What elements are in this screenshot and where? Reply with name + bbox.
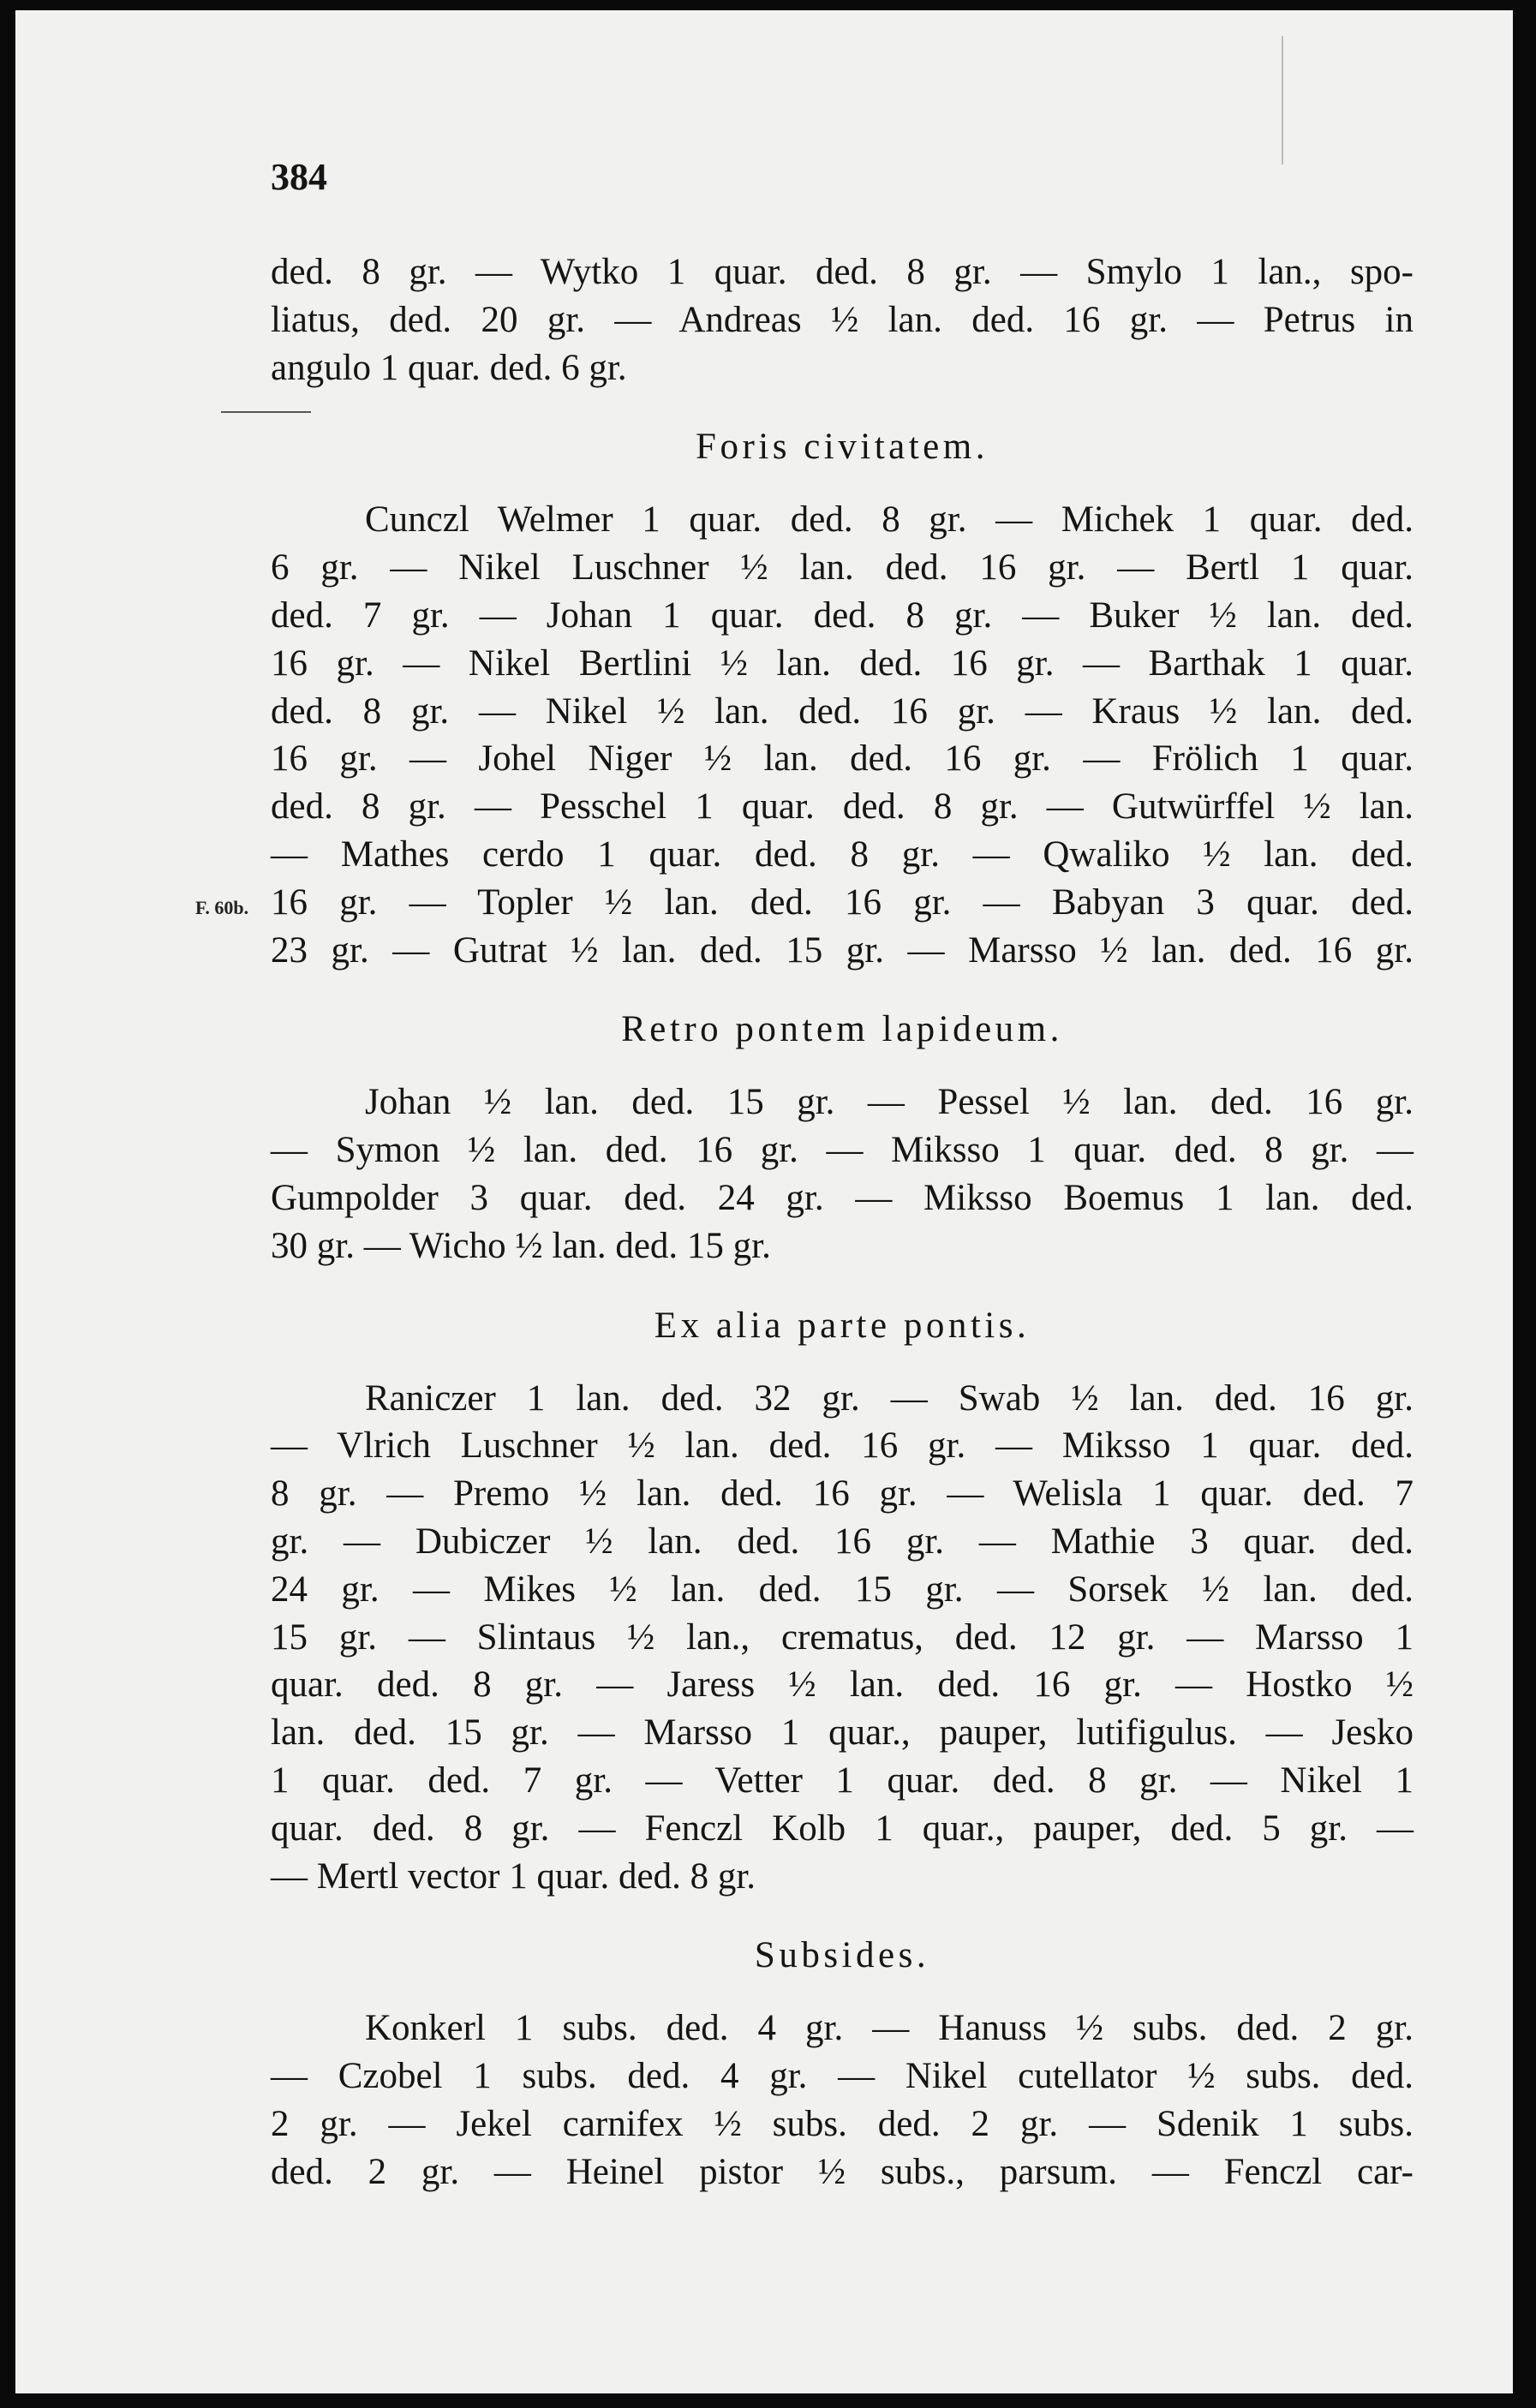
text-line: ded. 7 gr. — Johan 1 quar. ded. 8 gr. — Buker ½ lan. ded. [271, 595, 1413, 636]
text-line: lan. ded. 15 gr. — Marsso 1 quar., pauper, lutifigulus. — Jesko [271, 1712, 1413, 1754]
page-number: 384 [271, 156, 327, 198]
text-line: Raniczer 1 lan. ded. 32 gr. — Swab ½ lan. ded. 16 gr. [365, 1377, 1413, 1419]
text-line: 16 gr. — Johel Niger ½ lan. ded. 16 gr. — Frölich 1 quar. [271, 738, 1413, 780]
text-line: — Mathes cerdo 1 quar. ded. 8 gr. — Qwaliko ½ lan. ded. [271, 834, 1413, 875]
text-line: 8 gr. — Premo ½ lan. ded. 16 gr. — Welisla 1 quar. ded. 7 [271, 1473, 1413, 1515]
paragraph-continuation [271, 248, 1413, 391]
text-line: Gumpolder 3 quar. ded. 24 gr. — Miksso Boemus 1 lan. ded. [271, 1177, 1413, 1218]
text-line: ded. 8 gr. — Pesschel 1 quar. ded. 8 gr. — Gutwürffel ½ lan. [271, 786, 1413, 828]
paragraph [271, 2005, 1413, 2196]
paragraph [271, 1079, 1413, 1270]
text-line: 30 gr. — Wicho ½ lan. ded. 15 gr. [271, 1225, 771, 1266]
text-line: quar. ded. 8 gr. — Jaress ½ lan. ded. 16 gr. — Hostko ½ [271, 1664, 1413, 1706]
page-crease [1282, 36, 1283, 164]
text-block [271, 156, 1413, 2196]
section-heading: Foris civitatem. [696, 427, 989, 468]
section-heading: Subsides. [754, 1935, 930, 1976]
text-line: Konkerl 1 subs. ded. 4 gr. — Hanuss ½ subs. ded. 2 gr. [365, 2008, 1413, 2049]
book-page [15, 10, 1513, 2393]
text-line: 23 gr. — Gutrat ½ lan. ded. 15 gr. — Marsso ½ lan. ded. 16 gr. [271, 929, 1413, 971]
paragraph [271, 496, 1413, 974]
text-line: angulo 1 quar. ded. 6 gr. [271, 347, 627, 388]
text-line: 24 gr. — Mikes ½ lan. ded. 15 gr. — Sorsek ½ lan. ded. [271, 1568, 1413, 1610]
text-line: 15 gr. — Slintaus ½ lan., crematus, ded. 12 gr. — Marsso 1 [271, 1616, 1413, 1658]
text-line: ded. 8 gr. — Wytko 1 quar. ded. 8 gr. — Smylo 1 lan., spo- [271, 252, 1413, 292]
text-line: 16 gr. — Topler ½ lan. ded. 16 gr. — Babyan 3 quar. ded. [271, 881, 1413, 923]
section-heading: Ex alia parte pontis. [654, 1305, 1031, 1346]
text-line: 2 gr. — Jekel carnifex ½ subs. ded. 2 gr. — Sdenik 1 subs. [271, 2103, 1413, 2144]
text-line: Johan ½ lan. ded. 15 gr. — Pessel ½ lan. ded. 16 gr. [365, 1082, 1413, 1123]
text-line: quar. ded. 8 gr. — Fenczl Kolb 1 quar., pauper, ded. 5 gr. — [271, 1807, 1413, 1849]
section-heading: Retro pontem lapideum. [621, 1009, 1063, 1050]
text-line: 16 gr. — Nikel Bertlini ½ lan. ded. 16 gr. — Barthak 1 quar. [271, 642, 1413, 684]
text-line: ded. 2 gr. — Heinel pistor ½ subs., parsum. — Fenczl car- [271, 2151, 1413, 2192]
text-line: liatus, ded. 20 gr. — Andreas ½ lan. ded. 16 gr. — Petrus in [271, 299, 1413, 340]
text-line: Cunczl Welmer 1 quar. ded. 8 gr. — Michek 1 quar. ded. [365, 499, 1413, 541]
text-line: ded. 8 gr. — Nikel ½ lan. ded. 16 gr. — Kraus ½ lan. ded. [271, 690, 1413, 732]
margin-folio-note: F. 60b. [195, 897, 249, 918]
text-line: 1 quar. ded. 7 gr. — Vetter 1 quar. ded. 8 gr. — Nikel 1 [271, 1760, 1413, 1801]
text-line: gr. — Dubiczer ½ lan. ded. 16 gr. — Mathie 3 quar. ded. [271, 1521, 1413, 1562]
text-line: — Czobel 1 subs. ded. 4 gr. — Nikel cutellator ½ subs. ded. [271, 2056, 1413, 2097]
text-line: 6 gr. — Nikel Luschner ½ lan. ded. 16 gr. — Bertl 1 quar. [271, 547, 1413, 589]
text-line: — Symon ½ lan. ded. 16 gr. — Miksso 1 quar. ded. 8 gr. — [271, 1130, 1413, 1171]
text-line: — Mertl vector 1 quar. ded. 8 gr. [271, 1855, 756, 1897]
text-line: — Vlrich Luschner ½ lan. ded. 16 gr. — Miksso 1 quar. ded. [271, 1425, 1413, 1467]
paragraph [271, 1375, 1413, 1901]
